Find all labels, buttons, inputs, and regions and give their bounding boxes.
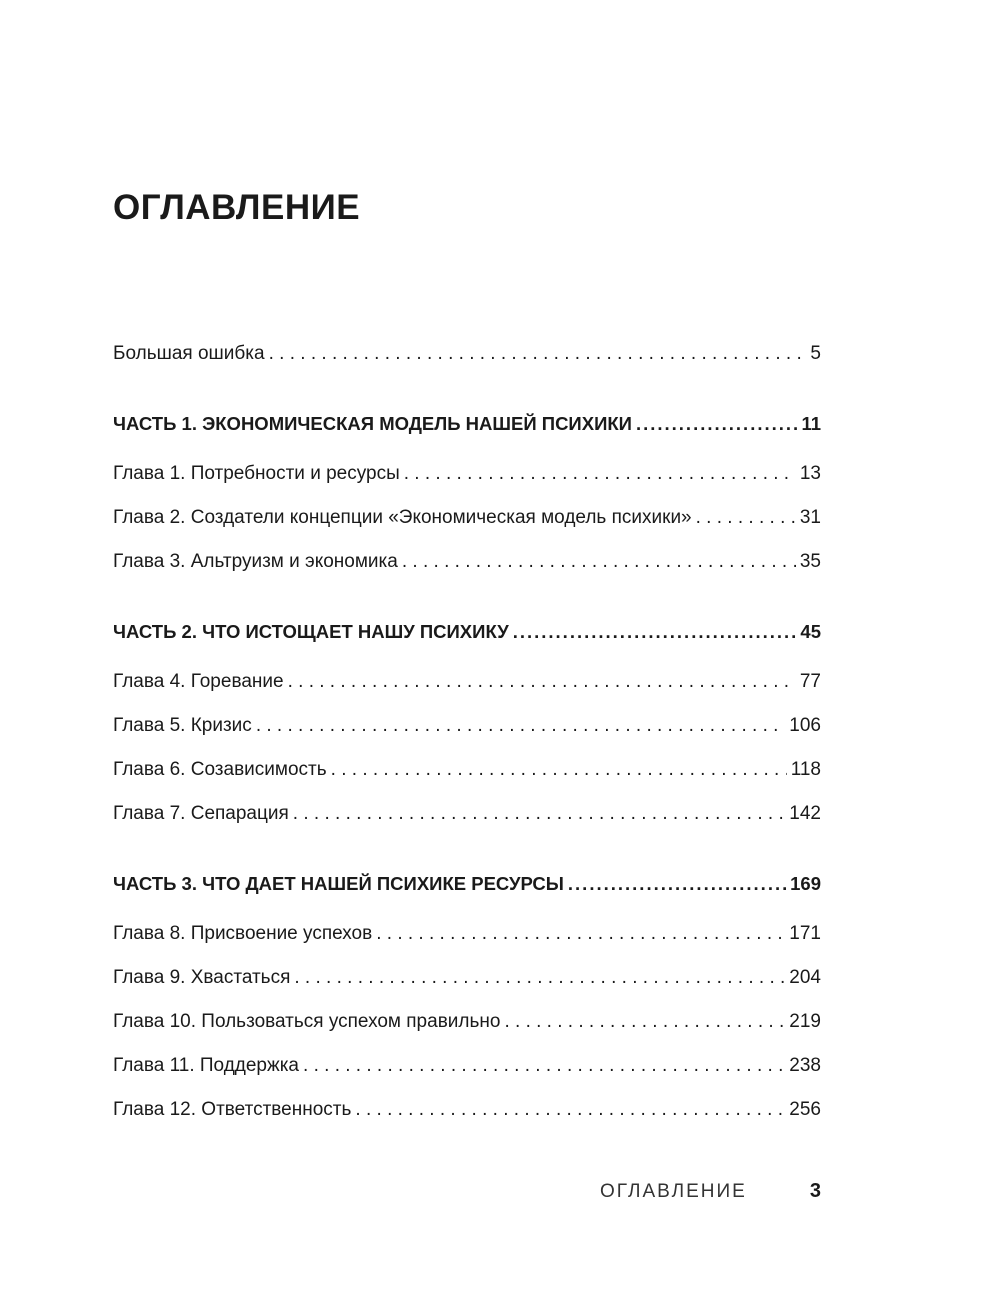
toc-entry-chapter-8[interactable] bbox=[113, 921, 821, 947]
running-footer-label: ОГЛАВЛЕНИЕ bbox=[600, 1181, 747, 1202]
toc-entry-chapter-12[interactable] bbox=[113, 1097, 821, 1123]
toc-entry-page: 106 bbox=[789, 715, 821, 736]
dot-leader bbox=[402, 549, 796, 575]
toc-entry-chapter-9[interactable] bbox=[113, 965, 821, 991]
toc-entry-page: 171 bbox=[789, 923, 821, 944]
toc-entry-page: 118 bbox=[790, 759, 821, 780]
toc-entry-chapter-1[interactable] bbox=[113, 461, 821, 487]
toc-entry-chapter-4[interactable] bbox=[113, 669, 821, 695]
dot-leader bbox=[269, 341, 807, 367]
toc-entry-page: 204 bbox=[789, 967, 821, 988]
toc-entry-page: 238 bbox=[789, 1055, 821, 1076]
toc-entry-title: Глава 10. Пользоваться успехом правильно bbox=[113, 1011, 501, 1032]
dot-leader bbox=[568, 871, 786, 897]
toc-entry-page: 35 bbox=[799, 551, 821, 572]
toc-part-title: ЧАСТЬ 2. ЧТО ИСТОЩАЕТ НАШУ ПСИХИКУ bbox=[113, 621, 509, 642]
dot-leader bbox=[404, 461, 796, 487]
page-number: 3 bbox=[809, 1180, 821, 1202]
toc-entry-page: 5 bbox=[810, 343, 821, 364]
toc-entry-chapter-10[interactable] bbox=[113, 1009, 821, 1035]
dot-leader bbox=[303, 1053, 785, 1079]
toc-entry-title: Глава 1. Потребности и ресурсы bbox=[113, 463, 400, 484]
toc-entry-title: Глава 2. Создатели концепции «Экономическая модель психики» bbox=[113, 507, 692, 528]
toc-entry-page: 77 bbox=[799, 671, 821, 692]
toc-entry-title: Глава 4. Горевание bbox=[113, 671, 284, 692]
dot-leader bbox=[288, 669, 796, 695]
toc-entry-chapter-11[interactable] bbox=[113, 1053, 821, 1079]
toc-part-page: 169 bbox=[790, 873, 821, 894]
toc-part-title: ЧАСТЬ 3. ЧТО ДАЕТ НАШЕЙ ПСИХИКЕ РЕСУРСЫ bbox=[113, 873, 564, 894]
toc-entry-page: 13 bbox=[799, 463, 821, 484]
toc-entry-chapter-5[interactable] bbox=[113, 713, 821, 739]
toc-entry-title: Глава 5. Кризис bbox=[113, 715, 252, 736]
dot-leader bbox=[636, 411, 797, 437]
toc-entry-title: Глава 9. Хвастаться bbox=[113, 967, 291, 988]
page-title: ОГЛАВЛЕНИЕ bbox=[113, 188, 361, 227]
toc-entry-page: 142 bbox=[789, 803, 821, 824]
toc-entry-page: 219 bbox=[789, 1011, 821, 1032]
dot-leader bbox=[696, 505, 796, 531]
toc-part-page: 11 bbox=[801, 413, 821, 434]
toc-entry-chapter-3[interactable] bbox=[113, 549, 821, 575]
toc-entry-title: Глава 3. Альтруизм и экономика bbox=[113, 551, 398, 572]
toc-part-1[interactable] bbox=[113, 411, 821, 437]
toc-part-page: 45 bbox=[800, 621, 821, 642]
dot-leader bbox=[513, 619, 797, 645]
dot-leader bbox=[355, 1097, 785, 1123]
toc-entry-page: 256 bbox=[789, 1099, 821, 1120]
dot-leader bbox=[504, 1009, 785, 1035]
dot-leader bbox=[376, 921, 785, 947]
dot-leader bbox=[331, 757, 787, 783]
toc-entry-title: Глава 12. Ответственность bbox=[113, 1099, 352, 1120]
toc-entry-intro[interactable] bbox=[113, 341, 821, 367]
dot-leader bbox=[293, 801, 786, 827]
toc-entry-title: Глава 11. Поддержка bbox=[113, 1055, 300, 1076]
toc-entry-title: Большая ошибка bbox=[113, 343, 265, 364]
toc-part-title: ЧАСТЬ 1. ЭКОНОМИЧЕСКАЯ МОДЕЛЬ НАШЕЙ ПСИХИКИ bbox=[113, 413, 632, 434]
page-footer bbox=[600, 1178, 821, 1205]
toc-part-2[interactable] bbox=[113, 619, 821, 645]
toc-entry-chapter-2[interactable] bbox=[113, 505, 821, 531]
toc-entry-page: 31 bbox=[799, 507, 821, 528]
toc-entry-chapter-7[interactable] bbox=[113, 801, 821, 827]
toc-entry-title: Глава 6. Созависимость bbox=[113, 759, 327, 780]
dot-leader bbox=[256, 713, 785, 739]
toc-entry-title: Глава 7. Сепарация bbox=[113, 803, 289, 824]
toc-entry-chapter-6[interactable] bbox=[113, 757, 821, 783]
dot-leader bbox=[294, 965, 785, 991]
toc-part-3[interactable] bbox=[113, 871, 821, 897]
toc-entry-title: Глава 8. Присвоение успехов bbox=[113, 923, 373, 944]
